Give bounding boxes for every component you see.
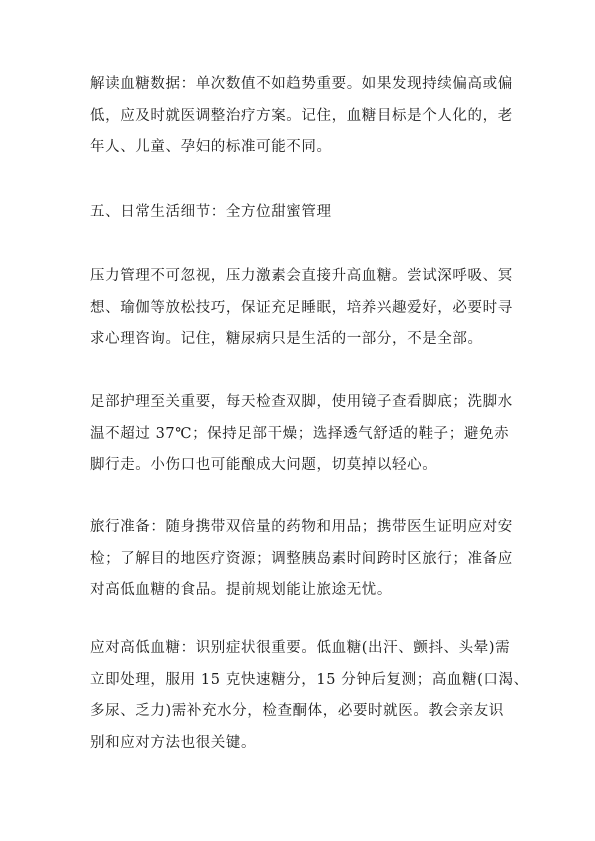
text-line: 解读血糖数据：单次数值不如趋势重要。如果发现持续偏高或偏	[90, 76, 513, 92]
text-line: 年人、儿童、孕妇的标准可能不同。	[90, 139, 332, 155]
text-line: 别和应对方法也很关键。	[90, 734, 257, 751]
text-line: 多尿、乏力)需补充水分，检查酮体，必要时就医。教会亲友识	[90, 703, 504, 719]
section-heading: 五、日常生活细节：全方位甜蜜管理	[90, 204, 332, 220]
text-line: 想、瑜伽等放松技巧，保证充足睡眠，培养兴趣爱好，必要时寻	[90, 299, 513, 316]
document-page	[90, 0, 529, 841]
text-line: 温不超过 37℃；保持足部干燥；选择透气舒适的鞋子；避免赤	[90, 425, 510, 442]
paragraph-stress-management	[90, 261, 520, 356]
paragraph-travel-preparation	[90, 512, 520, 607]
text-line: 低，应及时就医调整治疗方案。记住，血糖目标是个人化的，老	[90, 107, 513, 124]
text-line: 对高低血糖的食品。提前规划能让旅途无忧。	[90, 582, 392, 598]
text-line: 足部护理至关重要，每天检查双脚，使用镜子查看脚底；洗脚水	[90, 394, 513, 410]
paragraph-blood-sugar-data	[90, 69, 520, 164]
text-line: 应对高低血糖：识别症状很重要。低血糖(出汗、颤抖、头晕)需	[90, 640, 511, 656]
text-line: 旅行准备：随身携带双倍量的药物和用品；携带医生证明应对安	[90, 519, 513, 535]
paragraph-high-low-blood-sugar	[90, 633, 529, 759]
text-line: 压力管理不可忽视，压力激素会直接升高血糖。尝试深呼吸、冥	[90, 268, 513, 284]
text-line: 立即处理，服用 15 克快速糖分，15 分钟后复测；高血糖(口渴、	[90, 671, 529, 688]
paragraph-foot-care	[90, 387, 520, 482]
text-line: 脚行走。小伤口也可能酿成大问题，切莫掉以轻心。	[90, 457, 438, 473]
text-line: 求心理咨询。记住，糖尿病只是生活的一部分，不是全部。	[90, 331, 483, 347]
text-line: 检；了解目的地医疗资源；调整胰岛素时间跨时区旅行；准备应	[90, 550, 513, 567]
